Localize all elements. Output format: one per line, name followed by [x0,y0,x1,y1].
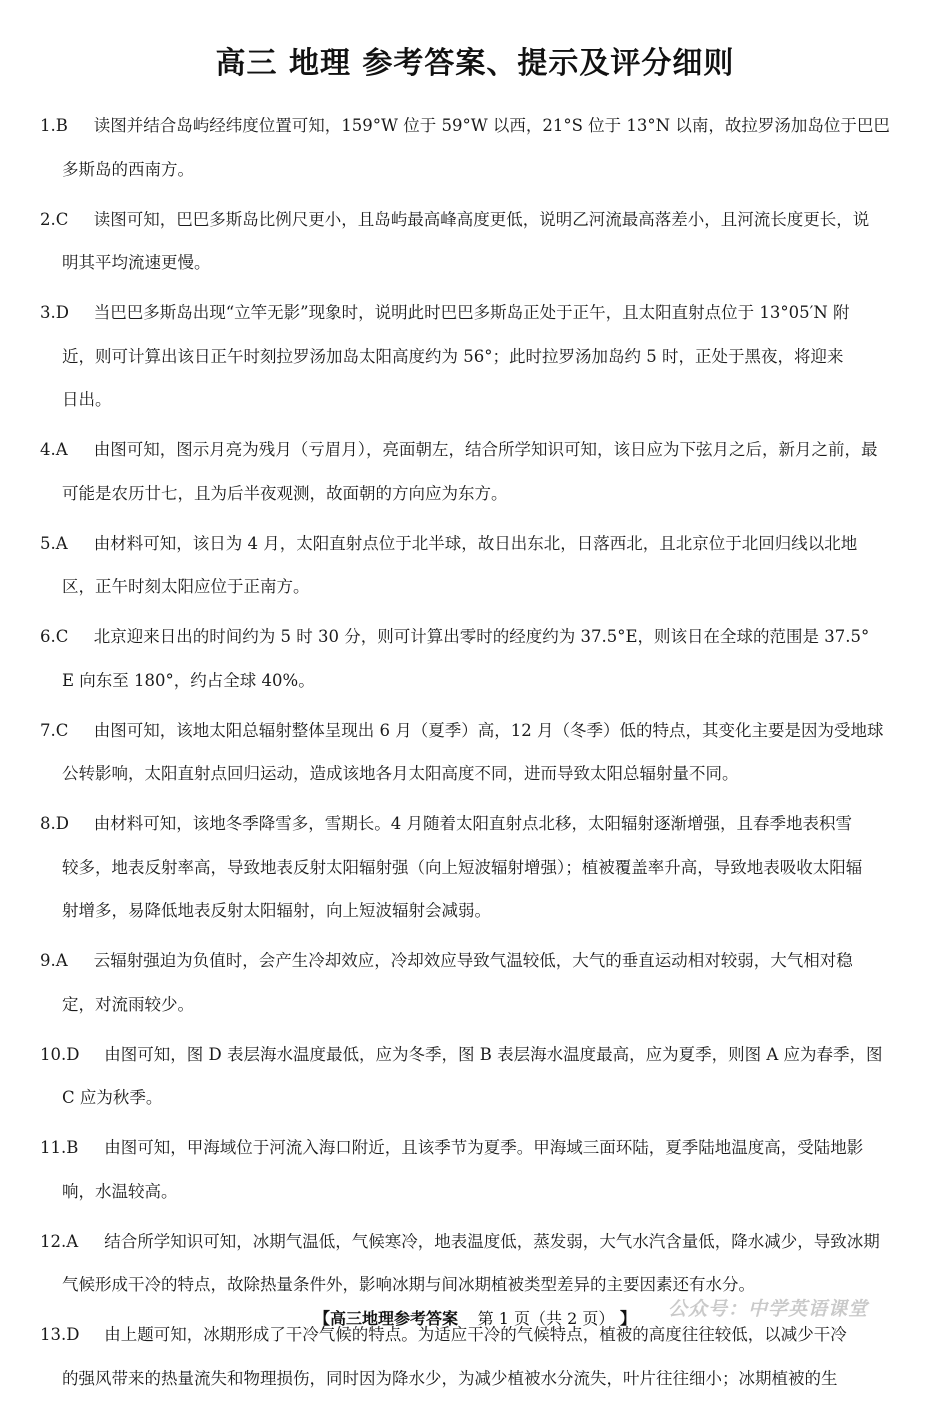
explanation-continued: 射增多，易降低地表反射太阳辐射，向上短波辐射会减弱。 [62,901,491,920]
answer-letter: A [55,951,68,970]
explanation-text: 北京迎来日出的时间约为 5 时 30 分，则可计算出零时的经度约为 37.5°E，则该日在全球的范围是 37.5° [93,627,870,646]
answer-item [40,428,910,515]
answer-item [40,522,910,609]
explanation-continued: 日出。 [62,390,112,409]
watermark-text: 公众号：中学英语课堂 [668,1298,869,1320]
explanation-text: 由上题可知，冰期形成了干冷气候的特点。为适应干冷的气候特点，植被的高度往往较低，以减少干冷 [104,1325,847,1344]
question-number: 5. [40,533,56,553]
answer-item [40,291,910,422]
page-title: 高三 地理 参考答案、提示及评分细则 [215,46,735,81]
explanation-text: 由图可知，该地太阳总辐射整体呈现出 6 月（夏季）高，12 月（冬季）低的特点，其变化主要是因为受地球 [93,720,884,740]
explanation-continued: 响，水温较高。 [62,1181,178,1201]
explanation-continued: 定，对流雨较少。 [62,994,194,1014]
question-number: 7. [40,720,56,740]
explanation-text: 读图可知，巴巴多斯岛比例尺更小，且岛屿最高峰高度更低，说明乙河流最高落差小，且河流长度更长，说 [93,209,870,229]
question-number: 4. [40,440,56,459]
question-number: 10. [40,1044,67,1064]
answer-letter: B [66,1138,79,1157]
explanation-text: 读图并结合岛屿经纬度位置可知，159°W 位于 59°W 以西，21°S 位于 13°N 以南，故拉罗汤加岛位于巴巴 [93,116,890,135]
explanation-continued: 较多，地表反射率高，导致地表反射太阳辐射强（向上短波辐射增强）；植被覆盖率升高，导致地表吸收太阳辐 [62,857,863,877]
answer-letter: D [66,1044,80,1064]
explanation-continued: 的强风带来的热量流失和物理损伤，同时因为降水少，为减少植被水分流失，叶片往往细小；冰期植被的生 [62,1368,838,1388]
explanation-text: 云辐射强迫为负值时，会产生冷却效应，冷却效应导致气温较低，大气的垂直运动相对较弱，大气相对稳 [93,951,853,970]
answer-letter: D [55,814,69,833]
explanation-continued: C 应为秋季。 [62,1088,163,1107]
answer-list [40,104,910,1407]
explanation-text: 由材料可知，该日为 4 月，太阳直射点位于北半球，故日出东北，日落西北，且北京位于北回归线以北地 [93,533,858,553]
question-number: 3. [40,303,56,322]
question-number: 13. [40,1325,67,1344]
explanation-continued: 明其平均流速更慢。 [62,253,211,272]
question-number: 9. [40,951,56,970]
explanation-text: 由图可知，图 D 表层海水温度最低，应为冬季，图 B 表层海水温度最高，应为夏季，则图 A 应为春季，图 [104,1044,883,1064]
explanation-continued: 多斯岛的西南方。 [62,159,194,179]
answer-letter: C [55,720,69,740]
explanation-continued: 可能是农历廿七，且为后半夜观测，故面朝的方向应为东方。 [62,483,508,503]
explanation-continued: 公转影响，太阳直射点回归运动，造成该地各月太阳高度不同，进而导致太阳总辐射量不同。 [62,764,739,783]
answer-letter: B [55,116,68,135]
footer-doc-name: 【高三地理参考答案 [314,1309,459,1328]
explanation-continued: 气候形成干冷的特点，故除热量条件外，影响冰期与间冰期植被类型差异的主要因素还有水分。 [62,1275,755,1294]
answer-letter: A [66,1231,79,1251]
answer-item [40,1126,910,1213]
answer-item [40,615,910,702]
answer-item [40,802,910,933]
answer-item [40,1033,910,1120]
explanation-text: 结合所学知识可知，冰期气温低，气候寒冷，地表温度低，蒸发弱，大气水汽含量低，降水减少，导致冰期 [104,1231,880,1251]
answer-letter: C [55,209,69,229]
answer-letter: D [55,303,69,322]
answer-letter: C [55,627,69,646]
question-number: 2. [40,209,56,229]
question-number: 6. [40,627,56,646]
footer-bracket: 】 [619,1309,636,1328]
question-number: 11. [40,1138,67,1157]
explanation-continued: E 向东至 180°，约占全球 40%。 [62,670,315,690]
answer-item [40,104,910,191]
explanation-text: 当巴巴多斯岛出现“立竿无影”现象时，说明此时巴巴多斯岛正处于正午，且太阳直射点位于 13°05′N 附 [93,303,850,322]
answer-letter: A [55,440,68,459]
footer-page-number: 第 1 页（共 2 页） [477,1309,615,1328]
question-number: 1. [40,116,56,135]
explanation-text: 由材料可知，该地冬季降雪多，雪期长。4 月随着太阳直射点北移，太阳辐射逐渐增强，且春季地表积雪 [93,814,852,833]
explanation-continued: 区，正午时刻太阳应位于正南方。 [62,577,310,596]
explanation-continued: 近，则可计算出该日正午时刻拉罗汤加岛太阳高度约为 56°；此时拉罗汤加岛约 5 时，正处于黑夜，将迎来 [62,346,844,366]
question-number: 12. [40,1231,67,1251]
answer-item [40,939,910,1026]
answer-item [40,709,910,796]
answer-item [40,198,910,285]
answer-letter: A [55,533,68,553]
explanation-text: 由图可知，图示月亮为残月（亏眉月），亮面朝左，结合所学知识可知，该日应为下弦月之后，新月之前，最 [93,440,878,459]
explanation-text: 由图可知，甲海域位于河流入海口附近，且该季节为夏季。甲海域三面环陆，夏季陆地温度高，受陆地影 [104,1138,864,1157]
question-number: 8. [40,814,56,833]
answer-letter: D [66,1325,80,1344]
